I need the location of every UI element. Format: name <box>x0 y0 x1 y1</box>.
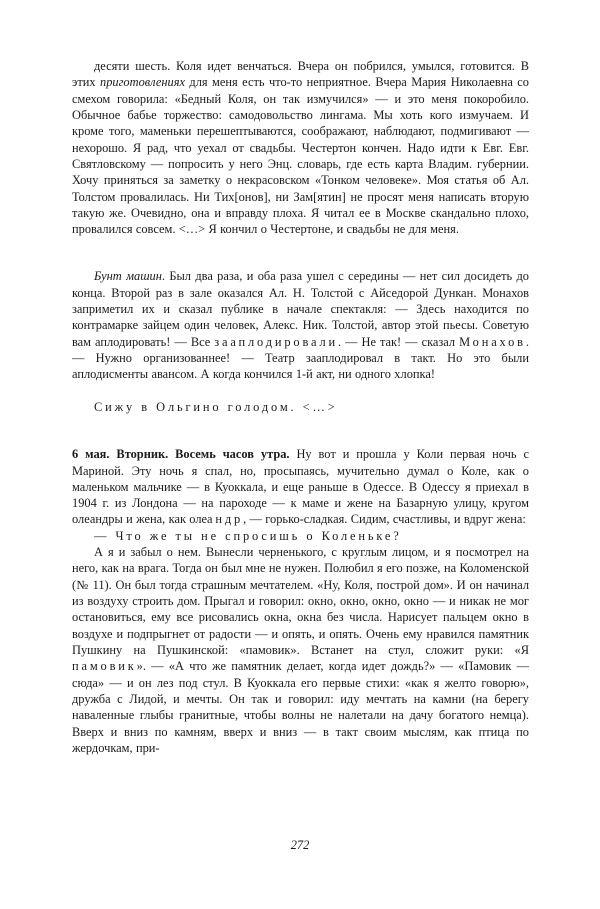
paragraph-1 <box>72 58 529 237</box>
paragraph-3 <box>72 399 529 415</box>
paragraph-6-spaced-word: памовик <box>72 659 137 674</box>
paragraph-2-run-6: . — Нужно организованнее! — Театр зааплодировал в такт. Но это были аплодисменты авансом. А когда кончился 1-й акт, ни одного хлопка! <box>72 334 529 382</box>
paragraph-1-italic-term: приготовлениях <box>100 75 185 90</box>
paragraph-4-run-4: , — горько-сладкая. Сидим, счастливы, и вдруг жена: <box>243 512 526 527</box>
paragraph-2-italic-title: Бунт машин <box>94 269 162 284</box>
page-number-folio: 272 <box>290 838 310 852</box>
paragraph-1-run-3: для меня есть что-то неприятное. Вчера Мария Николаевна со смехом говорила: «Бедный Коля, он так измучился» — и это меня покоробило. Обычное бабье торжество: самодовольство лингама. Мы хоть кого измучаем. И кроме того, маменьки перешептываются, соображают, наблюдают, подмигивают — нехорошо. Я рад, что уехал от свадьбы. Честертон кончен. Надо идти к Евг. Евг. Святловскому — попросить у него Энц. словарь, где есть карта Владим. губернии. Хочу приняться за заметку о некрасовском «Тонком человеке». Моя статья об Ал. Толстом провалилась. Ни Тих[онов], ни Зам[ятин] не просят меня написать вторую такую же. Очевидно, она и вправду плоха. Я читал ее в Москве скандально плохо, провалился совсем. <…> Я кончил о Честертоне, и свадьбы не для меня. <box>72 75 530 237</box>
paragraph-2-spaced-word-1: зааплодировали <box>214 334 338 349</box>
paragraph-1-run-1: десяти шесть. Коля идет венчаться. Вчера он побрился, умылся, готовится. В этих <box>72 59 529 90</box>
paragraph-6-run-3: ». — «А что же памятник делает, когда идет дождь?» — «Памовик — сюда» — и он лез под стул. В Куоккала его первые стихи: «как я желто говорю», дружба с Лидой, и мечты. Он так и говорил: иду мечтать на камни (на берегу наваленные глыбы гранитные, чтобы волны не налетали на дачу богатого немца). Вверх и вниз по камням, вверх и вниз — в такт своим мыслям, как птица по жердочкам, при- <box>72 659 529 755</box>
paragraph-6 <box>72 544 529 756</box>
paragraph-4-spaced-word: андр <box>207 512 244 527</box>
paragraph-2 <box>72 268 529 382</box>
paragraph-2-spaced-word-2: Монахов <box>459 334 526 349</box>
diary-entry-heading: 6 мая. Вторник. Восемь часов утра. <box>72 447 290 462</box>
paragraph-5-dialogue <box>72 528 529 544</box>
paragraph-2-run-2: . Был два раза, и оба раза ушел с середины — нет сил досидеть до конца. Второй раз в зале оказался Ал. Н. Толстой с Айседорой Дункан. Монахов заприметил их и сказал публике в начале спектакля: — Здесь находится по контрамарке зайцем один человек, Алекс. Ник. Толстой, автор этой пьесы. Советую вам аплодировать! — Все <box>72 269 529 349</box>
paragraph-6-run-1: А я и забыл о нем. Вынесли черненького, с круглым лицом, и я посмотрел на него, как на врага. Тогда он был мне не нужен. Полюбил я его позже, на Коломенской (№ 11). Он был тогда страшным мечтателем. «Ну, Коля, построй дом». И он начинал из воздуху строить дом. Прыгал и говорил: окно, окно, окно, окно — и никак не мог остановиться, ему все рисовались окна, окна без числа. Нарисует пальцем окно в воздухе и подпрыгнет от радости — и опять, и опять. Очень ему нравился памятник Пушкину на Пушкинской: «памовик». Встанет на стул, сложит руки: «Я <box>72 545 529 657</box>
paragraph-4-run-2: Ну вот и прошла у Коли первая ночь с Мариной. Эту ночь я спал, но, просыпаясь, мучительно думал о Коле, как о маленьком мальчике — в Куоккала, и еще раньше в Одессе. В Одессу я приехал в 1904 г. из Лондона — на пароходе — к маме и жене на Базарную улицу, кругом олеандры и жена, как оле <box>72 447 529 527</box>
paragraph-2-run-4: . — Не так! — сказал <box>338 334 460 349</box>
page-text-block <box>72 58 529 756</box>
paragraph-3-run-1: Сижу в Ольгино голодом. <…> <box>94 399 338 414</box>
paragraph-5-run-1: — Что же ты не спросишь о Коленьке? <box>94 528 402 543</box>
paragraph-4-diary-entry <box>72 446 529 528</box>
